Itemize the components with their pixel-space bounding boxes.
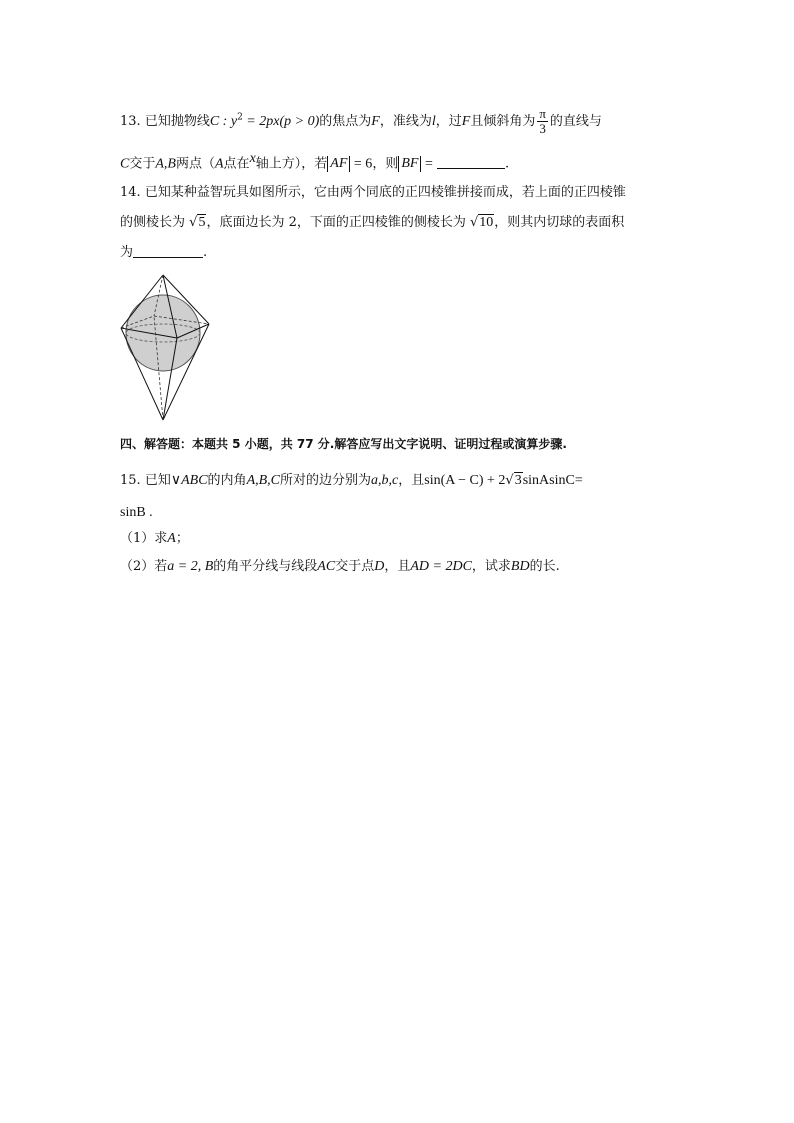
parabola-condition: (p > 0) bbox=[279, 114, 320, 129]
sqrt-radicand: 3 bbox=[514, 473, 522, 488]
bipyramid-figure bbox=[116, 272, 216, 424]
q15-part2 bbox=[120, 557, 560, 577]
q13-text: 已知抛物线 bbox=[144, 114, 210, 129]
q14-line3 bbox=[120, 243, 207, 263]
part1-label: （1）求 bbox=[120, 531, 168, 546]
q14-line2 bbox=[120, 213, 624, 233]
q15-line2: sinB . bbox=[120, 505, 153, 520]
curve-C: C bbox=[120, 156, 130, 172]
ratio-equation: AD = 2DC bbox=[410, 559, 472, 574]
angles-ABC: A,B,C bbox=[246, 473, 281, 488]
q13-text: ，准线为 bbox=[379, 114, 432, 129]
q14-text: ，底面边长为 2，下面的正四棱锥的侧棱长为 bbox=[206, 215, 466, 230]
q14-number: 14. bbox=[120, 185, 141, 200]
q15-line1 bbox=[120, 471, 583, 491]
focus-F: F bbox=[371, 114, 380, 129]
q15-text: 所对的边分别为 bbox=[280, 473, 372, 488]
q13-line2 bbox=[120, 149, 509, 174]
sqrt-5: √5 bbox=[189, 215, 206, 230]
triangle-ABC: ∨ABC bbox=[170, 473, 208, 488]
abs-BF: BF bbox=[398, 156, 421, 172]
fraction-denominator: 3 bbox=[539, 121, 546, 136]
angle-A: A bbox=[167, 531, 176, 546]
q14-text: 已知某种益智玩具如图所示，它由两个同底的正四棱锥拼接而成，若上面的正四棱锥 bbox=[144, 185, 626, 200]
condition-a2: a = 2, B bbox=[167, 559, 214, 574]
q13-text: ，则 bbox=[372, 156, 399, 172]
abs-AF: AF bbox=[327, 156, 350, 172]
sine-expression: sin(A − C) + 2 bbox=[424, 473, 506, 488]
equals-sign: = bbox=[421, 156, 433, 172]
q15-text: ，且 bbox=[384, 559, 411, 574]
q13-text: 两点（ bbox=[175, 156, 215, 172]
q13-text: 的直线与 bbox=[549, 114, 602, 129]
point-D: D bbox=[374, 559, 385, 574]
q13-text: ，过 bbox=[435, 114, 462, 129]
q13-text: 的焦点为 bbox=[319, 114, 372, 129]
parabola-equation: = 2px bbox=[242, 114, 280, 129]
period: . bbox=[203, 245, 208, 260]
q15-text: 交于点 bbox=[335, 559, 375, 574]
q15-text: ，且 bbox=[398, 473, 425, 488]
q15-text: 已知 bbox=[144, 473, 171, 488]
focus-F: F bbox=[461, 114, 471, 129]
q13-line1 bbox=[120, 107, 602, 136]
q14-text: 的侧棱长为 bbox=[120, 215, 186, 230]
fraction-numerator: π bbox=[539, 106, 546, 121]
segment-BD: BD bbox=[510, 559, 530, 574]
q13-text: 且倾斜角为 bbox=[470, 114, 536, 129]
point-A: A bbox=[214, 156, 224, 172]
sides-abc: a,b,c bbox=[371, 473, 399, 488]
q15-number: 15. bbox=[120, 473, 141, 488]
parabola-label: C : y bbox=[209, 114, 238, 129]
sine-expression: sinAsinC= bbox=[522, 473, 583, 488]
exponent: 2 bbox=[237, 112, 243, 123]
q15-text: 的长. bbox=[529, 559, 560, 574]
semicolon: ； bbox=[175, 531, 189, 546]
q15-text: ，试求 bbox=[471, 559, 511, 574]
q13-text: 交于 bbox=[129, 156, 156, 172]
section-heading: 四、解答题：本题共 5 小题，共 77 分.解答应写出文字说明、证明过程或演算步骤. bbox=[120, 437, 567, 451]
answer-blank bbox=[437, 154, 505, 169]
value-6: = 6 bbox=[350, 156, 373, 172]
q14-text: 为 bbox=[120, 245, 134, 260]
sqrt-radicand: 10 bbox=[479, 215, 494, 230]
directrix-l: l bbox=[431, 114, 436, 129]
axis-x: x bbox=[249, 151, 256, 166]
fraction-pi-over-3 bbox=[537, 107, 548, 136]
q15-part1 bbox=[120, 529, 189, 549]
sqrt-10: √10 bbox=[470, 215, 494, 230]
q14-line1 bbox=[120, 183, 626, 203]
sqrt-3: √3 bbox=[505, 473, 522, 488]
q14-text: ，则其内切球的表面积 bbox=[494, 215, 625, 230]
q13-text: 点在 bbox=[223, 156, 250, 172]
segment-AC: AC bbox=[317, 559, 336, 574]
answer-blank bbox=[133, 243, 203, 258]
q15-text: 的角平分线与线段 bbox=[213, 559, 318, 574]
period: . bbox=[504, 156, 510, 172]
part2-label: （2）若 bbox=[120, 559, 168, 574]
q15-text: 的内角 bbox=[207, 473, 247, 488]
points-AB: A,B bbox=[155, 156, 176, 172]
q13-number: 13. bbox=[120, 114, 141, 129]
sqrt-radicand: 5 bbox=[198, 215, 206, 230]
q13-text: 轴上方），若 bbox=[255, 156, 328, 172]
